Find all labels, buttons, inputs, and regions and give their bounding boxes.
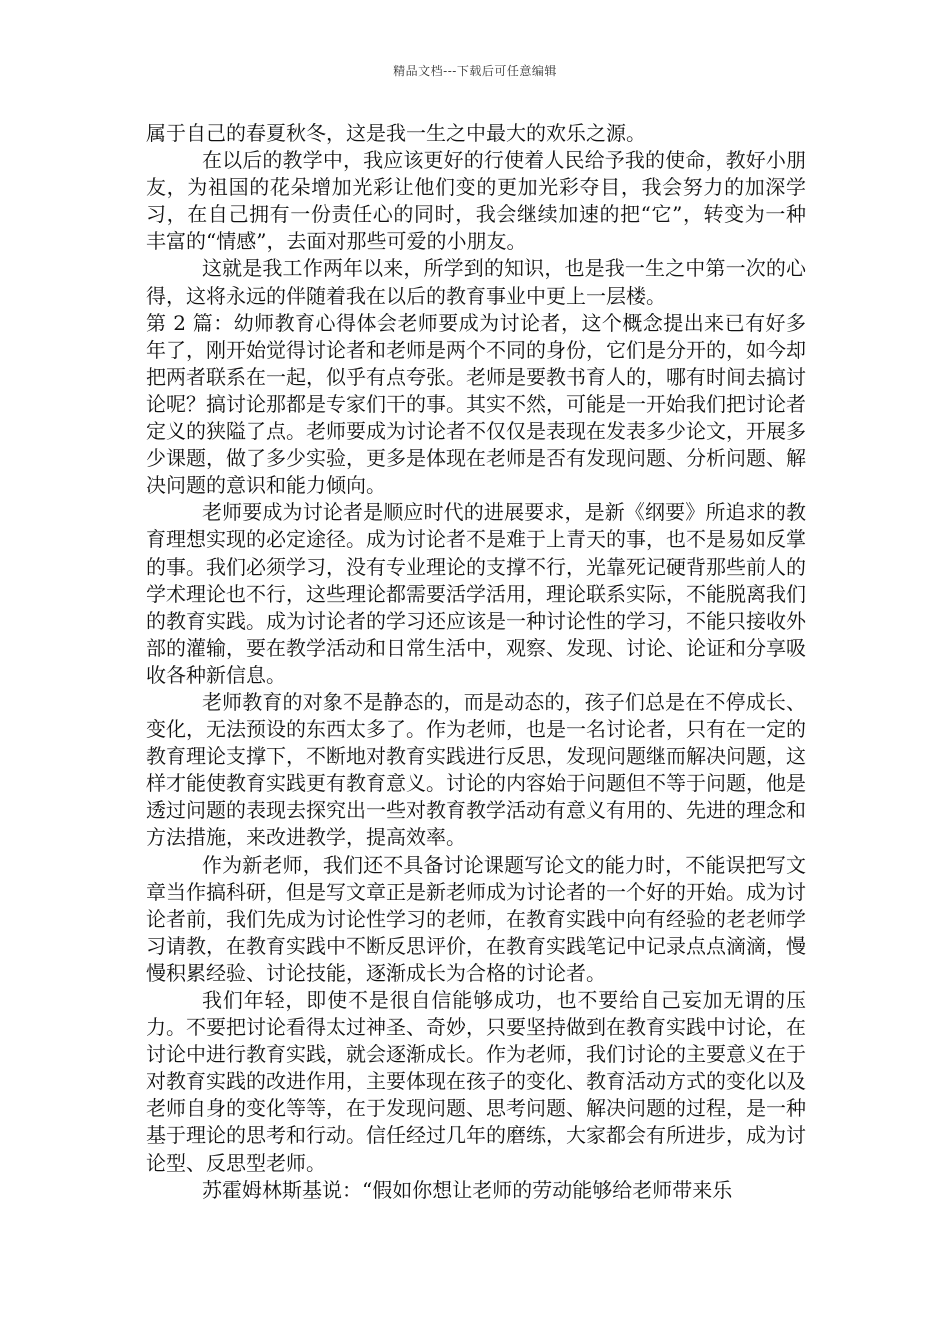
paragraph: 老师教育的对象不是静态的，而是动态的，孩子们总是在不停成长、变化，无法预设的东西太多了。作为老师，也是一名讨论者，只有在一定的教育理论支撑下，不断地对教育实践进行反思，发现问题继而解决问题，这样才能使教育实践更有教育意义。讨论的内容始于问题但不等于问题，他是透过问题的表现去探究出一些对教育教学活动有意义有用的、先进的理念和方法措施，来改进教学，提高效率。 (146, 689, 806, 850)
paragraph: 我们年轻，即使不是很自信能够成功，也不要给自己妄加无谓的压力。不要把讨论看得太过神圣、奇妙，只要坚持做到在教育实践中讨论，在讨论中进行教育实践，就会逐渐成长。作为老师，我们讨论的主要意义在于对教育实践的改进作用，主要体现在孩子的变化、教育活动方式的变化以及老师自身的变化等等，在于发现问题、思考问题、解决问题的过程，是一种基于理论的思考和行动。信任经过几年的磨练，大家都会有所进步，成为讨论型、反思型老师。 (146, 988, 806, 1175)
paragraph: 这就是我工作两年以来，所学到的知识，也是我一生之中第一次的心得，这将永远的伴随着我在以后的教育事业中更上一层楼。 (146, 256, 806, 308)
paragraph: 老师要成为讨论者是顺应时代的进展要求，是新《纲要》所追求的教育理想实现的必定途径。成为讨论者不是难于上青天的事，也不是易如反掌的事。我们必须学习，没有专业理论的支撑不行，光靠死记硬背那些前人的学术理论也不行，这些理论都需要活学活用，理论联系实际，不能脱离我们的教育实践。成为讨论者的学习还应该是一种讨论性的学习，不能只接收外部的灌输，要在教学活动和日常生活中，观察、发现、讨论、论证和分享吸收各种新信息。 (146, 500, 806, 687)
paragraph: 属于自己的春夏秋冬，这是我一生之中最大的欢乐之源。 (146, 121, 646, 145)
paragraph: 第 2 篇：幼师教育心得体会老师要成为讨论者，这个概念提出来已有好多年了，刚开始觉得讨论者和老师是两个不同的身份，它们是分开的，如今却把两者联系在一起，似乎有点夸张。老师是要教书育人的，哪有时间去搞讨论呢？搞讨论那都是专家们干的事。其实不然，可能是一开始我们把讨论者定义的狭隘了点。老师要成为讨论者不仅仅是表现在发表多少论文，开展多少课题，做了多少实验，更多是体现在老师是否有发现问题、分析问题、解决问题的意识和能力倾向。 (146, 310, 806, 498)
paragraph: 作为新老师，我们还不具备讨论课题写论文的能力时，不能误把写文章当作搞科研，但是写文章正是新老师成为讨论者的一个好的开始。成为讨论者前，我们先成为讨论性学习的老师，在教育实践中向有经验的老老师学习请教，在教育实践中不断反思评价，在教育实践笔记中记录点点滴滴，慢慢积累经验、讨论技能，逐渐成长为合格的讨论者。 (146, 852, 806, 985)
paragraph: 在以后的教学中，我应该更好的行使着人民给予我的使命，教好小朋友，为祖国的花朵增加光彩让他们变的更加光彩夺目，我会努力的加深学习，在自己拥有一份责任心的同时，我会继续加速的把“它”，转变为一种丰富的“情感”，去面对那些可爱的小朋友。 (146, 148, 806, 254)
page-header: 精品文档---下载后可任意编辑 (393, 64, 557, 78)
document-body (146, 120, 806, 1204)
paragraph: 苏霍姆林斯基说：“假如你想让老师的劳动能够给老师带来乐 (202, 1177, 733, 1202)
